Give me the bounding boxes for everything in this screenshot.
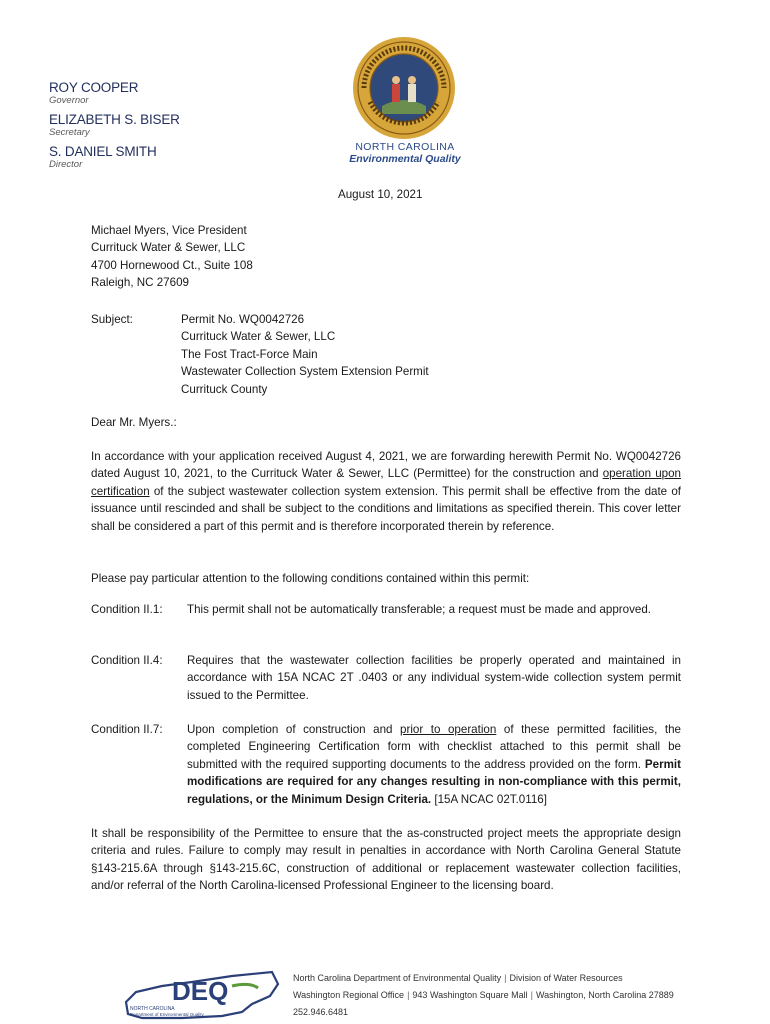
condition-label: Condition II.4:: [91, 654, 163, 667]
condition-label: Condition II.1:: [91, 603, 163, 616]
state-seal-icon: [352, 36, 456, 140]
logo-sub1: NORTH CAROLINA: [130, 1006, 175, 1012]
secretary-title: Secretary: [49, 127, 90, 138]
condition-bold: Permit modifications are required for any changes resulting in non-compliance with this permit, regulations, or the Minimum Design Criteria.: [187, 757, 681, 806]
deq-logo-icon: [122, 962, 282, 1024]
footer-division: Division of Water Resources: [509, 973, 623, 983]
condition-item: [91, 652, 681, 704]
secretary-name: ELIZABETH S. BISER: [49, 112, 180, 127]
condition-text-c: [15A NCAC 02T.0116]: [431, 792, 547, 806]
logo-text: DEQ: [172, 976, 229, 1006]
governor-title: Governor: [49, 95, 89, 106]
subject-label: Subject:: [91, 313, 133, 326]
condition-item: [91, 721, 681, 808]
director-title: Director: [49, 159, 83, 170]
condition-text: [187, 721, 681, 808]
intro-text-a: In accordance with your application received August 4, 2021, we are forwarding herewith Permit No. WQ0042726 dated August 10, 2021, to the Currituck Water & Sewer, LLC (Permittee) for the construction and: [91, 450, 681, 481]
footer-street: 943 Washington Square Mall: [412, 990, 528, 1000]
footer-city: Washington, North Carolina 27889: [536, 990, 674, 1000]
condition-label: Condition II.7:: [91, 723, 163, 736]
recipient-address: [91, 222, 681, 292]
intro-underlined: operation upon certification: [91, 467, 681, 498]
condition-underlined: prior to operation: [400, 723, 497, 736]
footer-office: Washington Regional Office: [293, 990, 405, 1000]
letter-date: August 10, 2021: [338, 188, 423, 201]
intro-paragraph: [91, 448, 681, 535]
condition-text: Requires that the wastewater collection facilities be properly operated and maintained in accordance with 15A NCAC 2T .0403 or any individual system-wide collection system permit issued to the Permittee.: [187, 654, 681, 702]
footer-dept: North Carolina Department of Environmental Quality: [293, 973, 502, 983]
governor-name: ROY COOPER: [49, 80, 139, 95]
condition-text: This permit shall not be automatically transferable; a request must be made and approved.: [187, 603, 651, 616]
subject-line: The Fost Tract-Force Main: [181, 347, 318, 361]
footer-contact: North Carolina Department of Environmental Quality | Division of Water Resources Washington Regional Office | 943 Washington Square Mall | Washington, North Carolina 27889 252.946.6481: [293, 970, 674, 1021]
director-name: S. DANIEL SMITH: [49, 144, 157, 159]
subject-line: Wastewater Collection System Extension Permit: [181, 365, 429, 379]
address-line: Raleigh, NC 27609: [91, 276, 189, 290]
condition-text-b: of these permitted facilities, the completed Engineering Certification form with checklist attached to this permit shall be submitted with the required supporting documents to the address provided on the form.: [187, 723, 681, 771]
subject-line: Currituck Water & Sewer, LLC: [181, 330, 336, 344]
address-line: 4700 Hornewood Ct., Suite 108: [91, 258, 253, 272]
agency-line2: Environmental Quality: [349, 153, 461, 165]
subject-line: Permit No. WQ0042726: [181, 313, 305, 326]
address-line: Currituck Water & Sewer, LLC: [91, 241, 246, 255]
salutation: Dear Mr. Myers.:: [91, 416, 177, 429]
condition-text-a: Upon completion of construction and: [187, 723, 401, 736]
responsibility-paragraph: It shall be responsibility of the Permittee to ensure that the as-constructed project meets the appropriate design criteria and rules. Failure to comply may result in penalties in accordance with North Carolina General Statute §143-215.6A through §143-215.6C, construction of additional or replacement wastewater collection facilities, and/or referral of the North Carolina-licensed Professional Engineer to the licensing board.: [91, 827, 681, 893]
logo-sub2: Department of Environmental Quality: [130, 1012, 204, 1017]
condition-item: [91, 601, 681, 618]
agency-line1: NORTH CAROLINA: [355, 141, 455, 153]
address-line: Michael Myers, Vice President: [91, 224, 247, 237]
officials-block: [49, 80, 180, 176]
agency-wordmark: [330, 141, 480, 165]
intro-text-b: of the subject wastewater collection system extension. This permit shall be effective from the date of issuance until rescinded and shall be subject to the conditions and limitations as specified therein. This cover letter shall be considered a part of this permit and is therefore incorporated therein by reference.: [91, 484, 681, 533]
footer-phone: 252.946.6481: [293, 1007, 349, 1017]
conditions-intro: Please pay particular attention to the following conditions contained within this permit:: [91, 572, 530, 585]
subject-line: Currituck County: [181, 382, 268, 396]
